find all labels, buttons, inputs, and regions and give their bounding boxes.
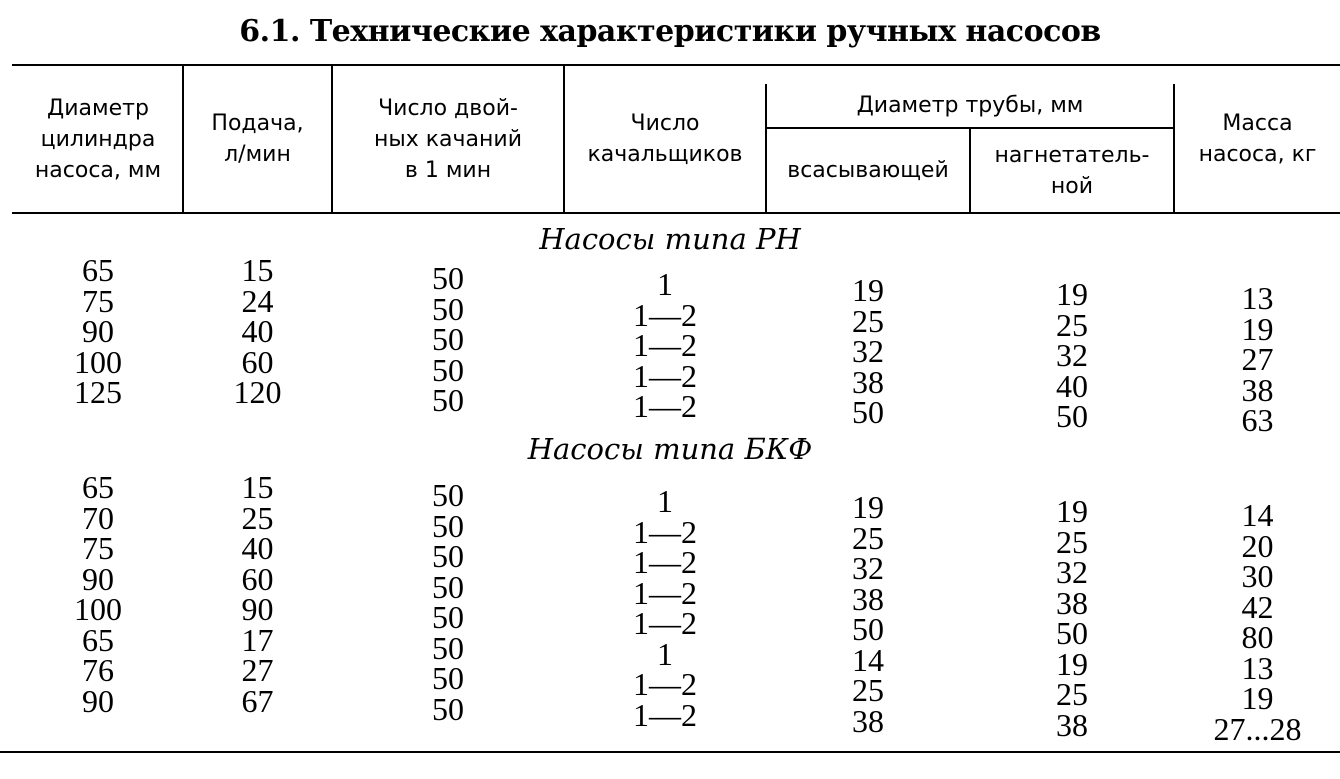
table-cell: 65 [82,469,114,505]
table-cell: 90 [82,313,114,349]
header-mass: Масса насоса, кг [1198,111,1317,167]
header-strokes: Число двой- ных качаний в 1 мин [374,95,522,183]
table-cell: 75 [82,530,114,566]
bottom-rule [0,751,1340,753]
table-cell: 50 [432,260,464,296]
table-cell: 38 [852,580,884,617]
table-cell: 27 [1241,341,1274,377]
header-pipe-diameter: Диаметр трубы, мм [856,93,1084,118]
table-cell: 50 [432,538,464,574]
column-discharge [971,493,1173,743]
table-cell: 50 [432,568,464,605]
column-suction [767,489,969,739]
table-cell: 50 [432,690,464,727]
column-mass [1175,280,1340,438]
table-cell: 27 [241,652,274,688]
table-cell: 60 [241,343,274,380]
table-cell: 50 [852,611,884,647]
table-cell: 50 [1056,615,1088,651]
table-cell: 38 [1241,371,1274,408]
table-cell: 1—2 [633,296,697,333]
table-cell: 40 [241,530,274,566]
table-cell: 125 [74,374,122,410]
column-suction [767,272,969,430]
table-cell: 14 [852,641,884,678]
table-cell: 24 [241,282,274,319]
table-cell: 13 [1241,649,1274,686]
header-suction: всасывающей [787,158,949,183]
table-cell: 50 [1056,398,1088,434]
table-cell: 90 [241,591,274,627]
table-cell: 32 [852,333,884,369]
column-diameter [14,469,182,719]
table-cell: 25 [852,302,884,339]
table-cell: 63 [1241,402,1274,438]
table-cell: 100 [74,591,122,627]
table-cell: 42 [1241,588,1274,625]
column-pumpers [565,266,765,424]
column-strokes [333,260,563,418]
table-cell: 40 [241,313,274,349]
table-cell: 25 [852,672,884,708]
table-cell: 19 [852,272,884,308]
table-cell: 27...28 [1213,710,1302,747]
column-mass [1175,497,1340,747]
header-feed: Подача, л/мин [211,111,304,167]
table-cell: 90 [82,560,114,597]
header-pumpers: Число качальщиков [587,111,743,167]
table-cell: 50 [432,351,464,388]
column-feed [184,469,331,719]
table-cell: 50 [432,477,464,513]
table-cell: 80 [1241,619,1274,655]
table-cell: 50 [852,394,884,430]
table-cell: 32 [852,550,884,586]
table-cell: 90 [82,682,114,719]
table-cell: 60 [241,560,274,597]
table-cell: 50 [432,660,464,696]
section-label-rn: Насосы типа РН [539,222,801,256]
table-cell: 75 [82,282,114,319]
table-cell: 50 [432,599,464,635]
table-title: 6.1. Технические характеристики ручных насосов [239,14,1101,49]
table-cell: 25 [241,499,274,536]
table-cell: 19 [1056,276,1088,312]
table-cell: 1—2 [633,574,697,611]
table-cell: 38 [1056,584,1088,621]
table-cell: 14 [1241,497,1274,533]
table-cell: 1—2 [633,388,697,424]
table-cell: 1—2 [633,357,697,394]
table-cell: 50 [432,321,464,357]
table-cell: 25 [1056,306,1088,343]
header-discharge: нагнетатель- ной [994,142,1150,199]
table-cell: 1—2 [633,513,697,550]
table-cell: 38 [852,363,884,400]
table-cell: 1 [657,483,673,519]
table-cell: 1—2 [633,696,697,733]
table-cell: 65 [82,252,114,288]
column-strokes [333,477,563,727]
table-cell: 1—2 [633,327,697,363]
table-cell: 19 [1241,310,1274,347]
table-cell: 19 [1056,645,1088,682]
table-cell: 20 [1241,527,1274,564]
table-cell: 32 [1056,337,1088,373]
column-diameter [14,252,182,410]
table-cell: 50 [432,382,464,418]
table-cell: 19 [1056,493,1088,529]
table-cell: 65 [82,621,114,658]
table-cell: 38 [852,702,884,739]
header-bottom-rule [12,212,1340,214]
table-cell: 25 [1056,676,1088,712]
column-pumpers [565,483,765,733]
table-cell: 1—2 [633,544,697,580]
table-cell: 70 [82,499,114,536]
table-cell: 50 [432,629,464,666]
table-cell: 17 [241,621,274,658]
table-cell: 76 [82,652,114,688]
table-cell: 40 [1056,367,1088,404]
table-cell: 1—2 [633,605,697,641]
table-cell: 100 [74,343,122,380]
table-cell: 15 [241,252,274,288]
table-cell: 25 [852,519,884,556]
column-feed [184,252,331,410]
table-cell: 38 [1056,706,1088,743]
section-label-bkf: Насосы типа БКФ [527,432,813,466]
table-cell: 19 [852,489,884,525]
table-cell: 19 [1241,680,1274,716]
table-cell: 1 [657,635,673,672]
table-cell: 32 [1056,554,1088,590]
table-cell: 30 [1241,558,1274,594]
header-diameter-cylinder: Диаметр цилиндра насоса, мм [34,95,162,183]
table-cell: 120 [233,374,282,410]
table-cell: 1—2 [633,666,697,702]
table-cell: 15 [241,469,274,505]
table-cell: 50 [432,290,464,327]
table-cell: 50 [432,507,464,544]
column-discharge [971,276,1173,434]
table-cell: 67 [241,682,274,719]
table-cell: 13 [1241,280,1274,316]
table-cell: 1 [657,266,673,302]
table-cell: 25 [1056,523,1088,560]
